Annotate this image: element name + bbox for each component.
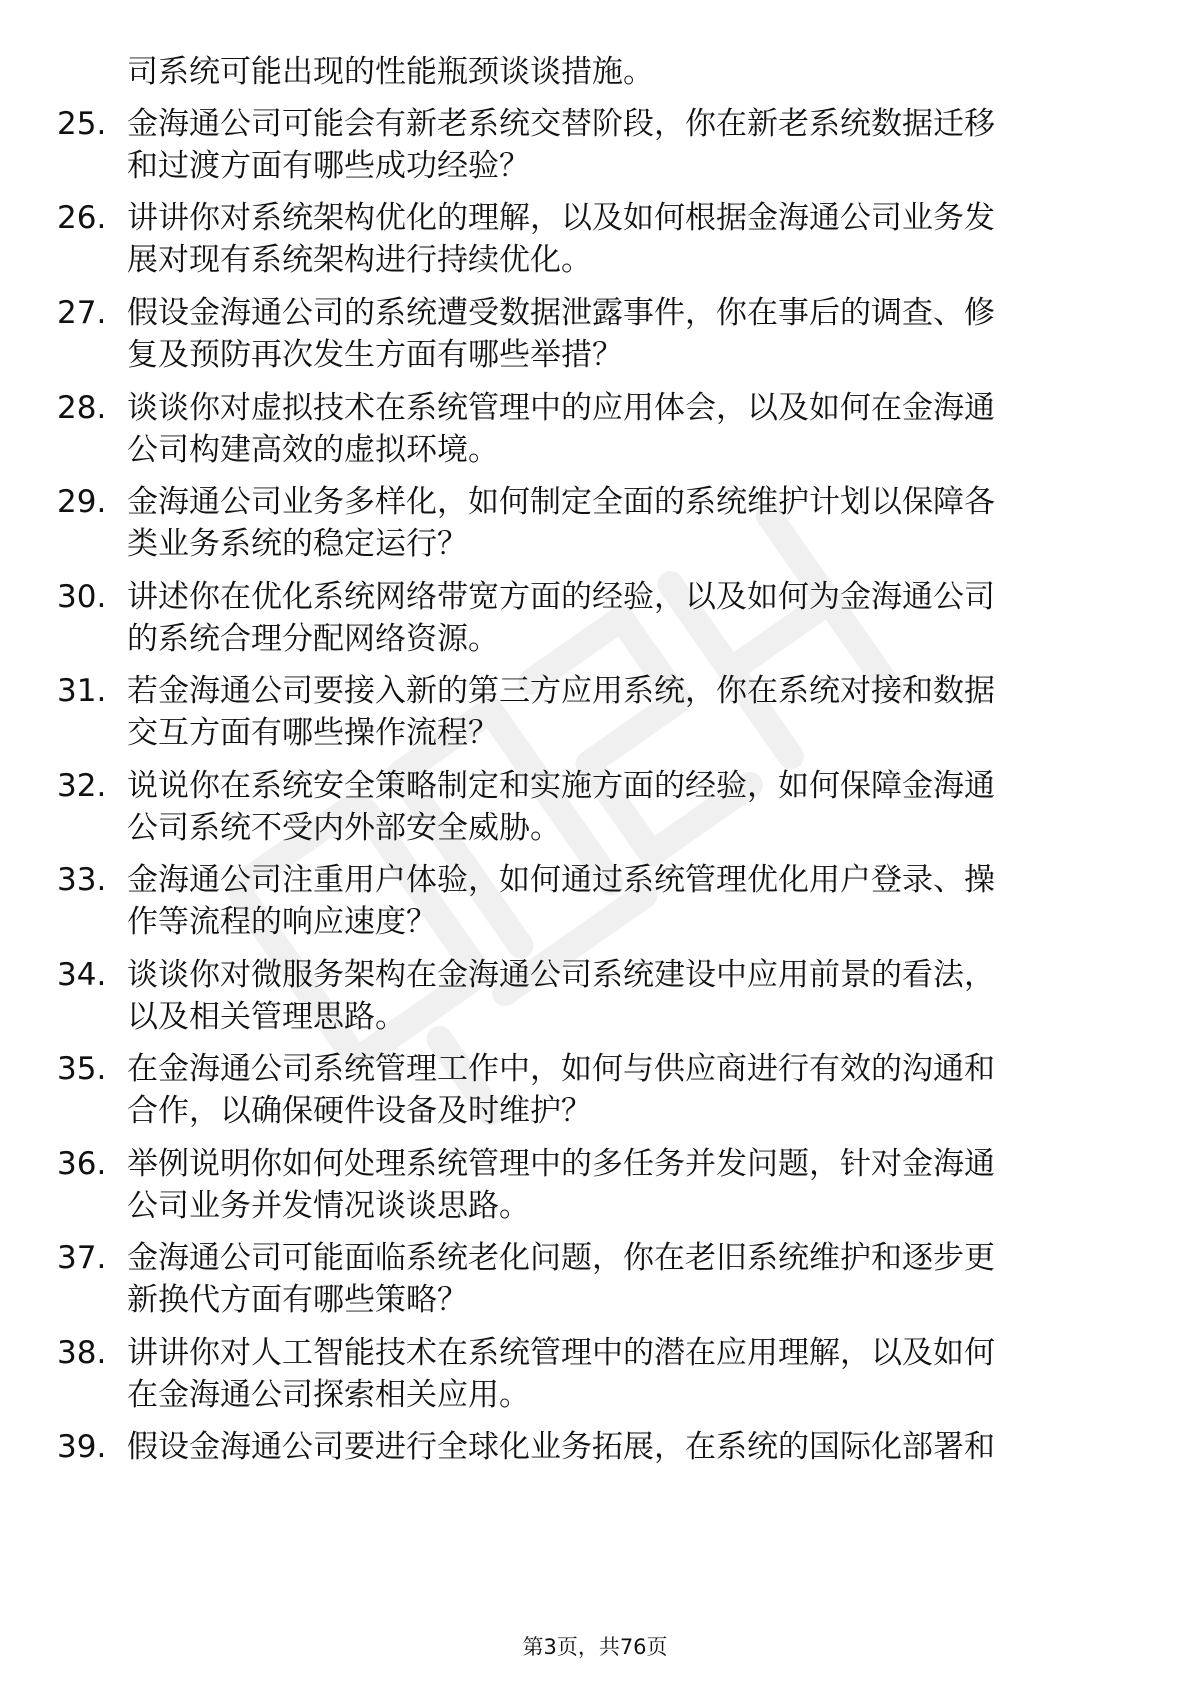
item-number: 29. <box>57 484 107 520</box>
item-text-line: 公司系统不受内外部安全威胁。 <box>127 810 561 846</box>
list-item <box>0 194 1190 290</box>
page-number-footer: 第3页，共76页 <box>522 1635 668 1659</box>
item-text-line: 讲述你在优化系统网络带宽方面的经验，以及如何为金海通公司 <box>127 579 995 615</box>
list-item <box>0 573 1190 669</box>
item-text-line: 合作，以确保硬件设备及时维护？ <box>127 1093 592 1129</box>
item-number: 37. <box>57 1240 107 1276</box>
item-text-line: 以及相关管理思路。 <box>127 999 406 1035</box>
item-text-line: 金海通公司可能会有新老系统交替阶段，你在新老系统数据迁移 <box>127 106 995 142</box>
item-text-line: 新换代方面有哪些策略？ <box>127 1282 468 1318</box>
list-item <box>0 856 1190 952</box>
item-text-line: 谈谈你对虚拟技术在系统管理中的应用体会，以及如何在金海通 <box>127 390 995 426</box>
item-number: 36. <box>57 1146 107 1182</box>
item-number: 28. <box>57 390 107 426</box>
item-text-line: 假设金海通公司的系统遭受数据泄露事件，你在事后的调查、修 <box>127 295 995 331</box>
item-number: 33. <box>57 862 107 898</box>
list-item <box>0 100 1190 196</box>
item-text-line: 讲讲你对人工智能技术在系统管理中的潜在应用理解，以及如何 <box>127 1335 995 1371</box>
item-text-line: 在金海通公司探索相关应用。 <box>127 1377 530 1413</box>
item-text-line: 公司业务并发情况谈谈思路。 <box>127 1188 530 1224</box>
item-number: 38. <box>57 1335 107 1371</box>
list-item <box>0 289 1190 385</box>
item-text-line: 假设金海通公司要进行全球化业务拓展，在系统的国际化部署和 <box>127 1429 995 1465</box>
item-text-line: 谈谈你对微服务架构在金海通公司系统建设中应用前景的看法， <box>127 957 995 993</box>
item-number: 26. <box>57 200 107 236</box>
list-item <box>0 384 1190 480</box>
list-item <box>0 762 1190 858</box>
item-text-line: 作等流程的响应速度？ <box>127 904 437 940</box>
item-text-line: 和过渡方面有哪些成功经验？ <box>127 148 530 184</box>
item-text-line: 类业务系统的稳定运行？ <box>127 526 468 562</box>
item-number: 34. <box>57 957 107 993</box>
list-item <box>0 1423 1190 1471</box>
continuation-line: 司系统可能出现的性能瓶颈谈谈措施。 <box>127 54 654 90</box>
item-text-line: 复及预防再次发生方面有哪些举措？ <box>127 337 623 373</box>
list-item <box>0 951 1190 1047</box>
item-text-line: 展对现有系统架构进行持续优化。 <box>127 242 592 278</box>
item-text-line: 讲讲你对系统架构优化的理解，以及如何根据金海通公司业务发 <box>127 200 995 236</box>
list-item <box>0 478 1190 574</box>
item-number: 39. <box>57 1429 107 1465</box>
item-text-line: 金海通公司业务多样化，如何制定全面的系统维护计划以保障各 <box>127 484 995 520</box>
item-text-line: 若金海通公司要接入新的第三方应用系统，你在系统对接和数据 <box>127 673 995 709</box>
item-number: 27. <box>57 295 107 331</box>
list-item <box>0 1234 1190 1330</box>
item-text-line: 交互方面有哪些操作流程？ <box>127 715 499 751</box>
list-item <box>0 1140 1190 1236</box>
item-text-line: 的系统合理分配网络资源。 <box>127 621 499 657</box>
item-text-line: 在金海通公司系统管理工作中，如何与供应商进行有效的沟通和 <box>127 1051 995 1087</box>
item-number: 31. <box>57 673 107 709</box>
item-text-line: 说说你在系统安全策略制定和实施方面的经验，如何保障金海通 <box>127 768 995 804</box>
item-number: 25. <box>57 106 107 142</box>
item-number: 32. <box>57 768 107 804</box>
item-text-line: 公司构建高效的虚拟环境。 <box>127 432 499 468</box>
item-text-line: 金海通公司注重用户体验，如何通过系统管理优化用户登录、操 <box>127 862 995 898</box>
list-item <box>0 667 1190 763</box>
item-text-line: 举例说明你如何处理系统管理中的多任务并发问题，针对金海通 <box>127 1146 995 1182</box>
list-item <box>0 1329 1190 1425</box>
item-text-line: 金海通公司可能面临系统老化问题，你在老旧系统维护和逐步更 <box>127 1240 995 1276</box>
item-number: 35. <box>57 1051 107 1087</box>
item-number: 30. <box>57 579 107 615</box>
list-item <box>0 1045 1190 1141</box>
